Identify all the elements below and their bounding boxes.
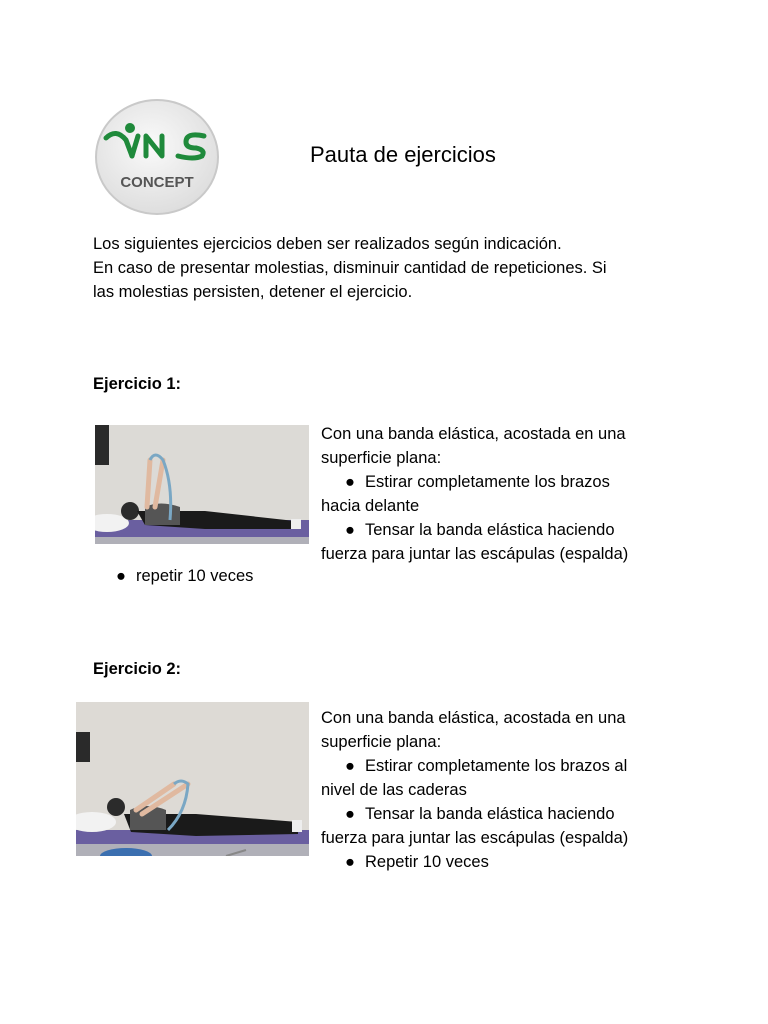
intro-paragraph [93, 232, 607, 304]
list-item: ● Repetir 10 veces [321, 850, 628, 874]
exercise-2-intro: Con una banda elástica, acostada en una [321, 709, 626, 727]
exercise-2-heading: Ejercicio 2: [93, 660, 182, 678]
exercise-2-text [321, 706, 628, 874]
bullet-icon: ● [116, 567, 126, 585]
list-item-continuation: nivel de las caderas [321, 781, 467, 799]
intro-line: las molestias persisten, detener el ejercicio. [93, 283, 413, 301]
bullet-icon: ● [345, 521, 355, 539]
bullet-icon: ● [345, 853, 355, 871]
list-item: ● Estirar completamente los brazos [321, 470, 628, 494]
exercise-2-intro: superficie plana: [321, 733, 442, 751]
exercise-1-intro: superficie plana: [321, 449, 442, 467]
list-item: ● Tensar la banda elástica haciendo [321, 802, 628, 826]
exercise-1-photo [95, 425, 309, 544]
bullet-icon: ● [345, 805, 355, 823]
logo-text: CONCEPT [120, 174, 194, 191]
bullet-icon: ● [345, 473, 355, 491]
brand-logo [94, 98, 220, 216]
list-item-continuation: fuerza para juntar las escápulas (espalda) [321, 829, 629, 847]
intro-line: Los siguientes ejercicios deben ser realizados según indicación. [93, 235, 562, 253]
exercise-2-photo [76, 702, 309, 856]
exercise-1-intro: Con una banda elástica, acostada en una [321, 425, 626, 443]
page-title: Pauta de ejercicios [310, 142, 496, 167]
exercise-1-text [321, 422, 628, 566]
list-item: ● Tensar la banda elástica haciendo [321, 518, 628, 542]
bullet-icon: ● [345, 757, 355, 775]
list-item-continuation: fuerza para juntar las escápulas (espalda) [321, 545, 629, 563]
intro-line: En caso de presentar molestias, disminuir cantidad de repeticiones. Si [93, 259, 607, 277]
list-item-continuation: hacia delante [321, 497, 420, 515]
list-item: ● repetir 10 veces [116, 564, 253, 588]
list-item: ● Estirar completamente los brazos al [321, 754, 628, 778]
exercise-1-heading: Ejercicio 1: [93, 375, 182, 393]
